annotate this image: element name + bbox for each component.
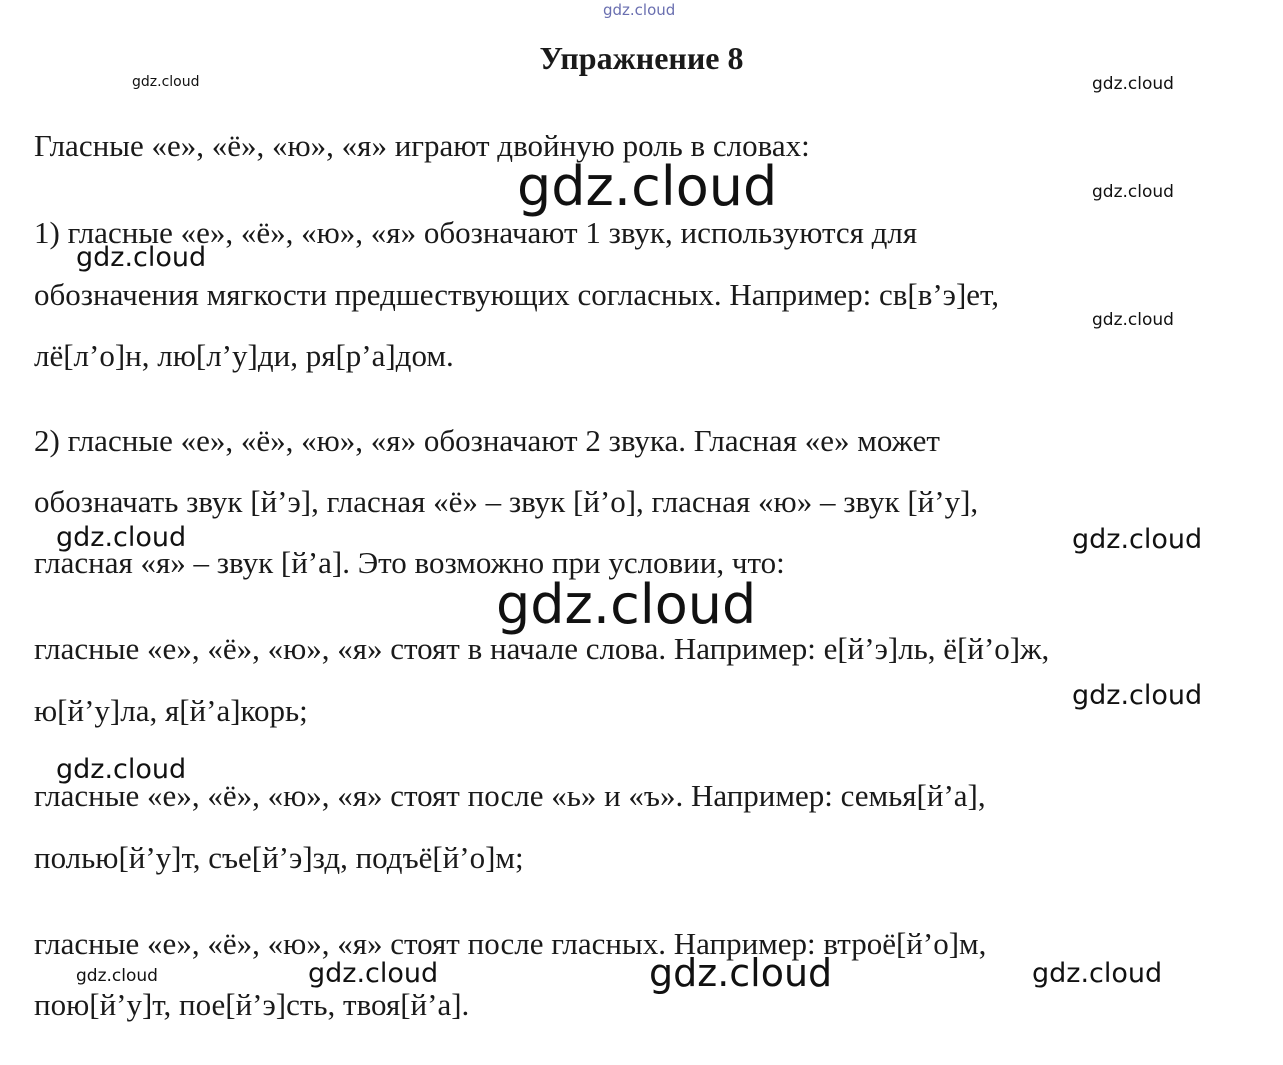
text-line: обозначать звук [й’э], гласная «ё» – звук [й’о], гласная «ю» – звук [й’у], <box>34 484 979 519</box>
watermark: gdz.cloud <box>1072 524 1203 555</box>
watermark: gdz.cloud <box>56 754 187 785</box>
text-line: 1) гласные «е», «ё», «ю», «я» обозначают 1 звук, используются для <box>34 215 918 250</box>
watermark: gdz.cloud <box>308 958 439 989</box>
watermark: gdz.cloud <box>76 242 207 273</box>
text-line: лё[л’о]н, лю[л’у]ди, ря[р’а]дом. <box>34 338 454 373</box>
watermark: gdz.cloud <box>132 74 200 90</box>
watermark: gdz.cloud <box>517 155 778 218</box>
watermark: gdz.cloud <box>1092 182 1174 202</box>
watermark: gdz.cloud <box>1072 680 1203 711</box>
watermark: gdz.cloud <box>1092 310 1174 330</box>
text-line: пою[й’у]т, пое[й’э]сть, твоя[й’а]. <box>34 987 470 1022</box>
watermark: gdz.cloud <box>76 966 158 986</box>
watermark: gdz.cloud <box>649 951 833 995</box>
watermark: gdz.cloud <box>1092 74 1174 94</box>
watermark: gdz.cloud <box>56 522 187 553</box>
watermark-top: gdz.cloud <box>603 1 676 19</box>
text-line: гласные «е», «ё», «ю», «я» стоят после «ь» и «ъ». Например: семья[й’а], <box>34 778 986 813</box>
watermark: gdz.cloud <box>496 573 757 636</box>
text-line: гласная «я» – звук [й’а]. Это возможно при условии, что: <box>34 545 785 580</box>
text-line: гласные «е», «ё», «ю», «я» стоят в начале слова. Например: е[й’э]ль, ё[й’о]ж, <box>34 631 1050 666</box>
text-line: 2) гласные «е», «ё», «ю», «я» обозначают 2 звука. Гласная «е» может <box>34 423 940 458</box>
text-line: ю[й’у]ла, я[й’а]корь; <box>34 693 308 728</box>
text-line: гласные «е», «ё», «ю», «я» стоят после гласных. Например: втроё[й’о]м, <box>34 926 987 961</box>
text-line: обозначения мягкости предшествующих согласных. Например: св[в’э]ет, <box>34 277 1000 312</box>
text-line: полью[й’у]т, съе[й’э]зд, подъё[й’о]м; <box>34 840 524 875</box>
text-line: Гласные «е», «ё», «ю», «я» играют двойную роль в словах: <box>34 128 810 163</box>
exercise-title: Упражнение 8 <box>539 40 744 76</box>
watermark: gdz.cloud <box>1032 958 1163 989</box>
